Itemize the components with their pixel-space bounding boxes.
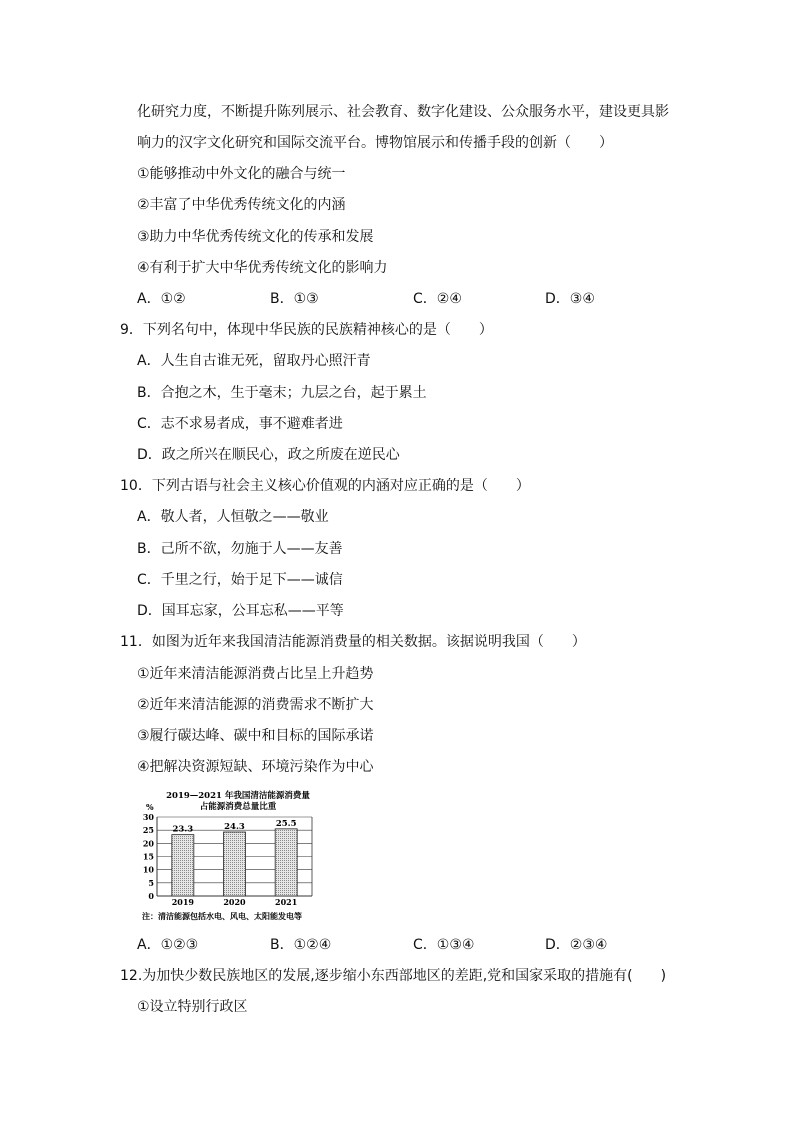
chart-value-label: 23.3 [172, 824, 194, 835]
chart-bars [172, 829, 297, 896]
chart-bar-2019 [172, 835, 194, 896]
chart-title-line1: 2019—2021 年我国清洁能源消费量 [166, 791, 310, 801]
q12-statement-1: ①设立特别行政区 [137, 999, 248, 1015]
chart-bar-2021 [275, 829, 297, 896]
chart-ytick-label: 0 [148, 891, 154, 901]
q8-statement-2: ②丰富了中华优秀传统文化的内涵 [137, 197, 346, 213]
chart-value-label: 24.3 [224, 822, 245, 833]
chart-svg [140, 788, 336, 922]
q11-statement-2: ②近年来清洁能源的消费需求不断扩大 [137, 697, 374, 713]
q10-choice-c[interactable]: C．千里之行，始于足下——诚信 [137, 572, 343, 588]
q10-choice-d[interactable]: D．国耳忘家，公耳忘私——平等 [137, 603, 344, 619]
q8-statement-1: ①能够推动中外文化的融合与统一 [137, 166, 346, 182]
q8-stem-line1: 化研究力度，不断提升陈列展示、社会教育、数字化建设、公众服务水平，建设更具影 [137, 104, 669, 120]
chart-ytick-label: 30 [142, 812, 154, 822]
chart-ytick-label: 10 [142, 864, 154, 875]
q8-option-c[interactable]: C．②④ [413, 291, 462, 307]
q8-option-b[interactable]: B．①③ [270, 291, 319, 307]
chart-xtick-label: 2019 [171, 897, 194, 907]
chart-title-line2: 占能源消费总量比重 [199, 802, 277, 812]
chart-yticks [143, 812, 155, 901]
q11-option-d[interactable]: D．②③④ [545, 937, 608, 953]
chart-xticks [172, 897, 298, 907]
chart-ytick-label: 5 [148, 877, 154, 888]
q9-choice-a[interactable]: A．人生自古谁无死，留取丹心照汗青 [137, 353, 371, 369]
chart-ylabel: % [146, 802, 154, 812]
q11-option-a[interactable]: A．①②③ [137, 937, 199, 953]
q8-option-d[interactable]: D．③④ [545, 291, 595, 307]
chart-ytick-label: 20 [142, 838, 154, 849]
chart-xtick-label: 2020 [223, 897, 246, 907]
q9-choice-b[interactable]: B．合抱之木，生于毫末；九层之台，起于累土 [137, 385, 427, 401]
chart-ytick-label: 25 [142, 825, 154, 836]
q11-statement-4: ④把解决资源短缺、环境污染作为中心 [137, 759, 374, 775]
clean-energy-chart [140, 788, 336, 922]
q9-choice-c[interactable]: C．志不求易者成，事不避难者进 [137, 416, 343, 432]
q10-choice-b[interactable]: B．己所不欲，勿施于人——友善 [137, 541, 343, 557]
q8-statement-4: ④有利于扩大中华优秀传统文化的影响力 [137, 260, 388, 276]
q11-option-c[interactable]: C．①③④ [413, 937, 475, 953]
q11-statement-1: ①近年来清洁能源消费占比呈上升趋势 [137, 666, 374, 682]
q11-stem: 11．如图为近年来我国清洁能源消费量的相关数据。该据说明我国（ ） [120, 634, 586, 650]
q8-statement-3: ③助力中华优秀传统文化的传承和发展 [137, 229, 374, 245]
q9-choice-d[interactable]: D．政之所兴在顺民心，政之所废在逆民心 [137, 447, 400, 463]
chart-note: 注：清洁能源包括水电、风电、太阳能发电等 [142, 911, 302, 921]
q9-stem: 9．下列名句中，体现中华民族的民族精神核心的是（ ） [120, 322, 493, 338]
chart-ytick-label: 15 [142, 851, 154, 862]
q8-option-a[interactable]: A．①② [137, 291, 186, 307]
q11-option-b[interactable]: B．①②④ [270, 937, 332, 953]
q12-stem: 12.为加快少数民族地区的发展,逐步缩小东西部地区的差距,党和国家采取的措施有( ) [120, 968, 667, 984]
chart-bar-2020 [224, 832, 246, 896]
q8-stem-line2: 响力的汉字文化研究和国际交流平台。博物馆展示和传播手段的创新（ ） [137, 135, 613, 151]
q10-stem: 10．下列古语与社会主义核心价值观的内涵对应正确的是（ ） [120, 478, 530, 494]
chart-xtick-label: 2021 [275, 897, 298, 907]
chart-value-label: 25.5 [275, 818, 297, 829]
q10-choice-a[interactable]: A．敬人者，人恒敬之——敬业 [137, 509, 329, 525]
q11-statement-3: ③履行碳达峰、碳中和目标的国际承诺 [137, 728, 374, 744]
